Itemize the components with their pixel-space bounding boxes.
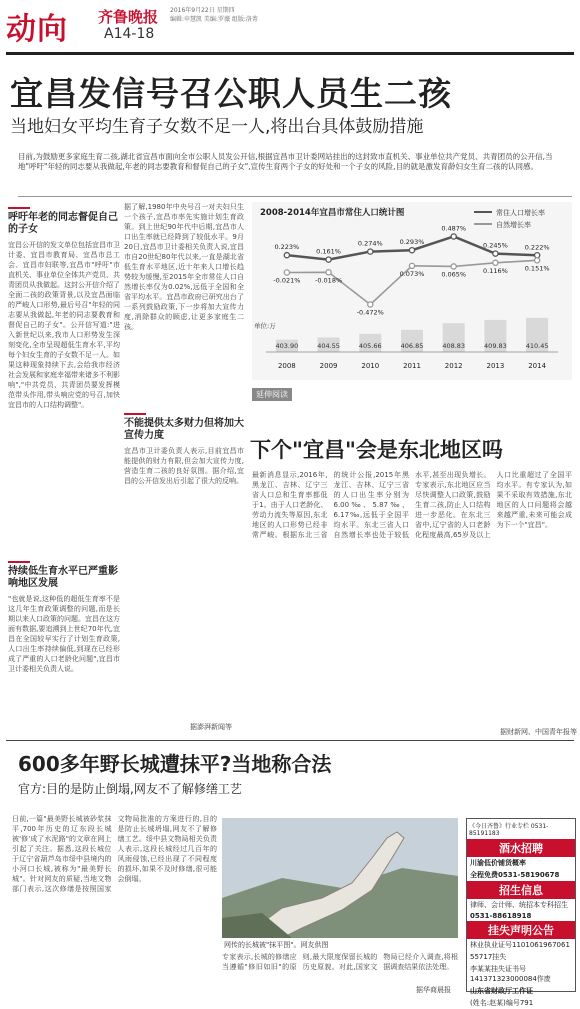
lead-subhead: 当地妇女平均生育子女数不足一人,将出台具体鼓励措施	[10, 117, 424, 137]
point-label-s1-2014: 0.222%	[524, 243, 550, 252]
point-label-s2-2012: 0.065%	[441, 270, 467, 279]
bar-label-2014: 410.45	[525, 342, 549, 350]
ad-line-7: 李某某挂失证书号141371323000084作废	[470, 965, 551, 983]
header-meta	[170, 6, 258, 24]
point-label-s1-2010: 0.274%	[357, 239, 383, 248]
point-label-s2-2008: -0.021%	[273, 276, 301, 285]
subhead-2: 不能提供太多财力但将加大宣传力度	[124, 418, 244, 441]
lead-lede: 目前,为鼓励更多家庭生育二孩,湖北省宜昌市面向全市公职人员发公开信,根据宜昌市卫计委网站挂出的这封致市直机关、事业单位共产党员、共青团员的公开信,当地"呼吁"年轻的同志要从我做起,年老的同志要教育和督促自己的子女",宣传生育两个子女的好处和一个子女的风险,目的就是激发育龄妇女生育二孩的认同感。	[18, 152, 553, 171]
extended-read-body: 最新消息显示,2016年,黑龙江、吉林、辽宁三省人口总和生育率都低于1。由于人口老龄化、劳动力流失等原因,东北地区的人口形势已经非常严峻。根据东北三省的统计公报,2015年黑龙江、吉林、辽宁三省的人口出生率分别为6.00‰、5.87‰、6.17‰,远低于全国平均水平。东北三省人口自然增长率也处于较低水平,甚至出现负增长。专家表示,东北地区应当尽快调整人口政策,鼓励生育二孩,防止人口结构进一步恶化。在东北三省中,辽宁省的人口老龄化程度最高,65岁及以上人口比重超过了全国平均水平。有专家认为,如果不采取有效措施,东北地区的人口问题将会越来越严重,未来可能会成为下一个"宜昌"。	[252, 471, 572, 539]
chart-svg	[252, 202, 572, 380]
ad-line-4: 0531-88618918	[470, 912, 532, 920]
x-tick-2011: 2011	[403, 362, 421, 370]
point-label-s1-2012: 0.487%	[441, 224, 467, 233]
section-title: 动向	[6, 12, 68, 47]
legend-label-2: 自然增长率	[496, 221, 531, 229]
point-s1-2011	[409, 248, 414, 253]
ad-line-5: 林业执业证号1101061967061	[470, 941, 570, 949]
point-s2-2010	[368, 302, 373, 307]
point-label-s2-2013: 0.116%	[483, 266, 508, 275]
point-s1-2010	[368, 249, 373, 254]
sub1-accent	[8, 207, 30, 209]
subhead-3: 持续低生育水平已严重影响地区发展	[8, 566, 118, 589]
col1b-body: "也就是说,这种低的超低生育率不是这几年生育政策调整的问题,而是长期以来人口政策的问题。宜昌在这方面有数据,要追溯到上世纪70年代,宜昌在全国较早实行了计划生育政策,人口出生率持续偏低,到现在已经形成了严重的人口老龄化问题",宜昌市卫计委相关负责人说。	[8, 595, 120, 673]
point-label-s2-2011: 0.073%	[399, 269, 425, 278]
bar-label-2013: 409.83	[484, 342, 507, 350]
population-chart	[252, 202, 572, 380]
bar-label-2012: 408.83	[442, 342, 466, 350]
great-wall-credit: 据华商晨报	[416, 986, 451, 994]
x-tick-2009: 2009	[319, 362, 338, 370]
ad-line-6: 55717挂失	[470, 953, 507, 961]
great-wall-body: 日前,一篇"最美野长城被砂浆抹平,700年历史的辽东段长城被'修'成了水泥路"的文章在网上引起了关注。据悉,这段长城位于辽宁省葫芦岛市绥中县境内的小河口长城,被称为"最美野长城"。针对网友的质疑,当地文物部门表示,这次修缮是按照国家文物局批准的方案进行的,目的是防止长城坍塌,网友不了解修缮工艺。绥中县文物局相关负责人表示,这段长城经过几百年的风雨侵蚀,已经出现了不同程度的损坏,如果不及时修缮,很可能会倒塌。	[12, 815, 217, 893]
great-wall-headline: 600多年野长城遭抹平?当地称合法	[18, 752, 332, 776]
point-s2-2009	[326, 270, 331, 275]
legend-label-1: 常住人口增长率	[496, 209, 545, 217]
lede-divider	[18, 196, 572, 197]
point-s1-2009	[326, 257, 331, 262]
great-wall-body-2: 专家表示,长城的修缮应当遵循"修旧如旧"的原则,最大限度保留长城的历史原貌。对此,国家文物局已经介入调查,将根据调查结果依法处理。	[222, 953, 458, 971]
issue-date: 2016年9月22日 星期四	[170, 7, 235, 14]
point-s2-2008	[284, 270, 289, 275]
point-s1-2013	[493, 251, 498, 256]
extended-read-tag: 延伸阅读	[252, 388, 292, 401]
ad-title-4: 山东省财政厅工作证	[470, 987, 533, 995]
ad-header: 《今日齐鲁》行业专栏 0531-85191183	[469, 823, 549, 837]
x-tick-2008: 2008	[277, 362, 296, 370]
ad-title-2: 招生信息	[467, 881, 575, 899]
point-s1-2008	[284, 253, 289, 258]
point-s2-2011	[409, 263, 414, 268]
point-label-s2-2010: -0.472%	[356, 308, 384, 317]
point-label-s1-2009: 0.161%	[316, 247, 341, 256]
subhead-1: 呼吁年老的同志督促自己的子女	[8, 212, 118, 235]
point-s2-2014	[535, 258, 540, 263]
ad-line-2: 全程免费0531-58190678	[470, 871, 560, 879]
col2b-body: 宜昌市卫计委负责人表示,目前宜昌市能提供的财力有限,但会加大宣传力度,营造生育二孩的良好氛围。据介绍,宜昌的公开信发出后引起了很大的反响。	[124, 447, 244, 485]
ad-title-1: 酒水招聘	[467, 839, 575, 857]
great-wall-photo	[222, 818, 458, 938]
bar-unit-label: 单位:万	[254, 322, 276, 330]
ad-line-8: (姓名:赵某)编号791	[470, 999, 534, 1007]
point-label-s2-2014: 0.151%	[524, 264, 550, 273]
point-label-s1-2013: 0.245%	[483, 241, 508, 250]
col2-body: 据了解,1980年中央号召一对夫妇只生一个孩子,宜昌市率先实施计划生育政策。到上世纪90年代中后期,宜昌市人口出生率就已经降到了较低水平。9月20日,宜昌市卫计委相关负责人说,宜昌市自20世纪80年代以来,一直是湖北省低生育水平地区,近十年来人口增长趋势较为缓慢,至2015年全市常住人口自然增长率仅为0.02%,远低于全国和全省平均水平。宜昌市政府已研究出台了一系列鼓励政策,下一步将加大宣传力度,消除群众的顾虑,让更多家庭生二孩。	[124, 203, 244, 331]
sub3-accent	[8, 561, 30, 563]
x-tick-2010: 2010	[361, 362, 380, 370]
point-s2-2012	[451, 264, 456, 269]
ad-title-3: 挂失声明公告	[467, 921, 575, 939]
point-s1-2012	[451, 234, 456, 239]
top-rule	[6, 52, 574, 55]
col1-body: 宜昌公开信的发文单位包括宜昌市卫计委、宜昌市教育局、宜昌市总工会、宜昌市妇联等,宜昌市"呼吁"市直机关、事业单位全体共产党员、共青团员从我做起。这封公开信介绍了全面二孩的政策背景,以及宜昌面临的严峻人口形势,最后号召"年轻的同志要从我做起,年老的同志要教育和督促自己的子女"。公开信写道:"进入新世纪以来,我市人口形势发生深刻变化,全市呈现超低生育水平,平均每个妇女生育的子女数不足一人。如果这种现象持续下去,会给我市经济社会发展和家庭幸福带来诸多不利影响","中共党员、共青团员要发挥模范带头作用,带头响应党的号召,加快宜昌市的人口结构调整"。	[8, 241, 120, 409]
great-wall-illustration	[222, 818, 458, 938]
chart-title: 2008-2014年宜昌市常住人口统计图	[260, 208, 405, 218]
section-divider	[6, 740, 574, 741]
photo-caption: 网传的长城被"抹平图"。网友供图	[224, 941, 329, 949]
ad-line-1: 川渝低价铺货概率	[470, 859, 526, 867]
ad-line-3: 律师、会计师、统招本专科招生	[470, 901, 568, 909]
x-tick-2013: 2013	[486, 362, 505, 370]
great-wall-subhead: 官方:目的是防止倒塌,网友不了解修缮工艺	[18, 782, 242, 796]
bar-label-2008: 403.90	[275, 342, 299, 350]
col2-credit: 据澎湃新闻等	[190, 723, 232, 731]
extended-read-headline: 下个"宜昌"会是东北地区吗	[250, 438, 503, 462]
bar-label-2010: 405.66	[358, 342, 382, 350]
lead-headline: 宜昌发信号召公职人员生二孩	[10, 74, 452, 113]
staff-credits: 编辑:申慧凯 美编:罗薇 组版:洛菁	[170, 16, 258, 23]
extended-read-credit: 据财新网、中国青年报等	[500, 728, 577, 736]
classified-ad-box	[466, 818, 576, 1007]
x-tick-2014: 2014	[528, 362, 547, 370]
page-number: A14-18	[104, 26, 155, 42]
newspaper-logo: 齐鲁晚报	[98, 8, 159, 26]
bar-label-2009: 404.55	[317, 342, 340, 350]
bar-label-2011: 406.85	[400, 342, 424, 350]
point-label-s1-2008: 0.223%	[274, 243, 300, 252]
sub2-accent	[124, 413, 146, 415]
point-s2-2013	[493, 260, 498, 265]
x-tick-2012: 2012	[444, 362, 463, 370]
point-label-s1-2011: 0.293%	[399, 238, 425, 247]
point-label-s2-2009: -0.018%	[315, 276, 343, 285]
